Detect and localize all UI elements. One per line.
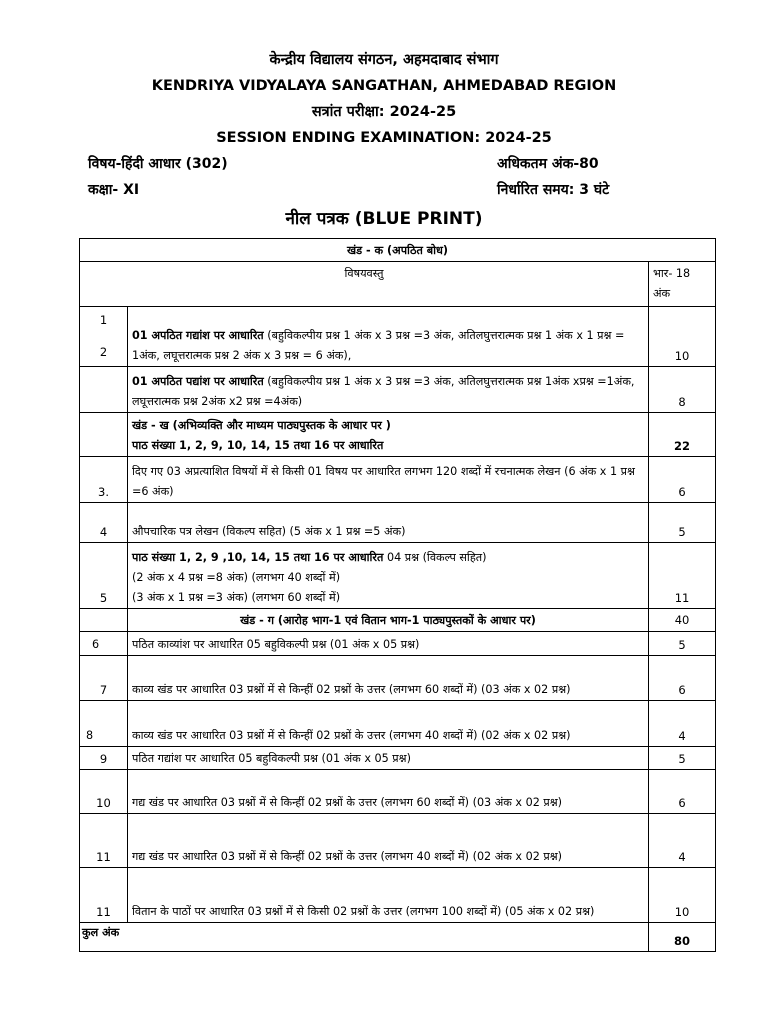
- question-text: दिए गए 03 अप्रत्याशित विषयों में से किसी 01 विषय पर आधारित लगभग 120 शब्दों में रचनात्मक लेखन (6 अंक x 1 प्रश्न =6 अंक): [128, 457, 649, 503]
- question-text: औपचारिक पत्र लेखन (विकल्प सहित) (5 अंक x 1 प्रश्न =5 अंक): [128, 503, 649, 543]
- blueprint-table: [79, 238, 716, 952]
- question-marks: 4: [649, 814, 716, 868]
- class-label: कक्षा- XI: [88, 182, 140, 198]
- section-b-title: [128, 413, 649, 457]
- weight-header-line2: अंक: [653, 287, 671, 300]
- question-text: पठित काव्यांश पर आधारित 05 बहुविकल्पी प्रश्न (01 अंक x 05 प्रश्न): [128, 632, 649, 656]
- question-number: 11: [80, 814, 128, 868]
- question-text: गद्य खंड पर आधारित 03 प्रश्नों में से किन्हीं 02 प्रश्नों के उत्तर (लगभग 40 शब्दों में) (02 अंक x 02 प्रश्न): [128, 814, 649, 868]
- document-title: नील पत्रक (BLUE PRINT): [285, 209, 483, 229]
- question-number: [80, 367, 128, 413]
- org-title-hindi: केन्द्रीय विद्यालय संगठन, अहमदाबाद संभाग: [269, 52, 499, 68]
- table-row: [80, 656, 716, 701]
- exam-title-hindi: सत्रांत परीक्षा: 2024-25: [311, 104, 457, 120]
- question-number: 5: [80, 543, 128, 609]
- question-lead: पाठ संख्या 1, 2, 9 ,10, 14, 15 तथा 16 पर आधारित: [132, 551, 384, 564]
- question-marks: 5: [649, 747, 716, 770]
- question-number-2: 2: [99, 345, 108, 359]
- question-text: [128, 307, 649, 367]
- question-marks: 11: [649, 543, 716, 609]
- table-row: [80, 814, 716, 868]
- table-row: [80, 770, 716, 814]
- table-row: [80, 747, 716, 770]
- subject-label: विषय-हिंदी आधार (302): [88, 156, 228, 172]
- question-marks: 5: [649, 632, 716, 656]
- question-detail: (बहुविकल्पीय प्रश्न 1 अंक x 3 प्रश्न =3 अंक, अतिलघुत्तरात्मक प्रश्न 1 अंक x 1 प्रश्न = 1अंक, लघूत्तरात्मक प्रश्न 2 अंक x 3 प्रश्न = 6 अंक),: [132, 329, 625, 362]
- weight-header: [649, 262, 716, 307]
- table-row: [80, 503, 716, 543]
- question-text: वितान के पाठों पर आधारित 03 प्रश्नों में से किसी 02 प्रश्नों के उत्तर (लगभग 100 शब्दों में) (05 अंक x 02 प्रश्न): [128, 868, 649, 923]
- section-b-line2: पाठ संख्या 1, 2, 9, 10, 14, 15 तथा 16 पर आधारित: [132, 439, 384, 452]
- section-b-marks: 22: [649, 413, 716, 457]
- total-label: कुल अंक: [80, 923, 649, 952]
- question-text: काव्य खंड पर आधारित 03 प्रश्नों में से किन्हीं 02 प्रश्नों के उत्तर (लगभग 60 शब्दों में) (03 अंक x 02 प्रश्न): [128, 656, 649, 701]
- section-c-marks: 40: [649, 609, 716, 632]
- question-lead: 01 अपठित गद्यांश पर आधारित: [132, 329, 264, 342]
- question-marks: 6: [649, 656, 716, 701]
- max-marks-label: अधिकतम अंक-80: [497, 156, 599, 172]
- question-number: 10: [80, 770, 128, 814]
- question-number: 3.: [80, 457, 128, 503]
- question-marks: 10: [649, 868, 716, 923]
- question-marks: 8: [649, 367, 716, 413]
- section-c-row: [80, 609, 716, 632]
- table-row: [80, 632, 716, 656]
- question-number: 4: [80, 503, 128, 543]
- weight-header-line1: भार- 18: [653, 267, 691, 280]
- question-text: गद्य खंड पर आधारित 03 प्रश्नों में से किन्हीं 02 प्रश्नों के उत्तर (लगभग 60 शब्दों में) (03 अंक x 02 प्रश्न): [128, 770, 649, 814]
- question-number: [80, 307, 128, 367]
- exam-title-english: SESSION ENDING EXAMINATION: 2024-25: [216, 130, 552, 146]
- question-detail: 04 प्रश्न (विकल्प सहित): [383, 551, 487, 564]
- question-marks: 5: [649, 503, 716, 543]
- question-lead: 01 अपठित पद्यांश पर आधारित: [132, 375, 264, 388]
- question-marks: 10: [649, 307, 716, 367]
- question-marks: 6: [649, 457, 716, 503]
- table-row: [80, 543, 716, 609]
- question-detail-line3: (3 अंक x 1 प्रश्न =3 अंक) (लगभग 60 शब्दों में): [132, 591, 341, 604]
- question-number: 8: [80, 701, 128, 747]
- question-marks: 4: [649, 701, 716, 747]
- table-row: [80, 868, 716, 923]
- content-header: विषयवस्तु: [80, 262, 649, 307]
- question-number: [80, 413, 128, 457]
- question-text: पठित गद्यांश पर आधारित 05 बहुविकल्पी प्रश्न (01 अंक x 05 प्रश्न): [128, 747, 649, 770]
- section-b-line1: खंड - ख (अभिव्यक्ति और माध्यम पाठ्यपुस्तक के आधार पर ): [132, 419, 391, 432]
- org-title-english: KENDRIYA VIDYALAYA SANGATHAN, AHMEDABAD REGION: [151, 78, 617, 94]
- section-c-title: खंड - ग (आरोह भाग-1 एवं वितान भाग-1 पाठ्यपुस्तकों के आधार पर): [128, 609, 649, 632]
- total-row: [80, 923, 716, 952]
- question-number: [80, 609, 128, 632]
- question-number: 7: [80, 656, 128, 701]
- table-row: [80, 307, 716, 367]
- question-detail: (बहुविकल्पीय प्रश्न 1 अंक x 3 प्रश्न =3 अंक, अतिलघुत्तरात्मक प्रश्न 1अंक xप्रश्न =1अंक, लघूत्तरात्मक प्रश्न 2अंक x2 प्रश्न =4अंक): [132, 375, 635, 408]
- table-row: [80, 367, 716, 413]
- section-a-title: खंड - क (अपठित बोध): [80, 239, 716, 262]
- table-row: [80, 457, 716, 503]
- total-marks: 80: [649, 923, 716, 952]
- table-row: [80, 701, 716, 747]
- question-text: [128, 367, 649, 413]
- question-number: 11: [80, 868, 128, 923]
- question-detail-line2: (2 अंक x 4 प्रश्न =8 अंक) (लगभग 40 शब्दों में): [132, 571, 341, 584]
- table-header-row: [80, 262, 716, 307]
- question-number-1: 1: [99, 313, 108, 327]
- question-marks: 6: [649, 770, 716, 814]
- question-text: [128, 543, 649, 609]
- question-number: 9: [80, 747, 128, 770]
- time-label: निर्धारित समय: 3 घंटे: [497, 182, 610, 198]
- question-number: 6: [80, 632, 128, 656]
- question-text: काव्य खंड पर आधारित 03 प्रश्नों में से किन्हीं 02 प्रश्नों के उत्तर (लगभग 40 शब्दों में) (02 अंक x 02 प्रश्न): [128, 701, 649, 747]
- section-b-row: [80, 413, 716, 457]
- section-a-row: [80, 239, 716, 262]
